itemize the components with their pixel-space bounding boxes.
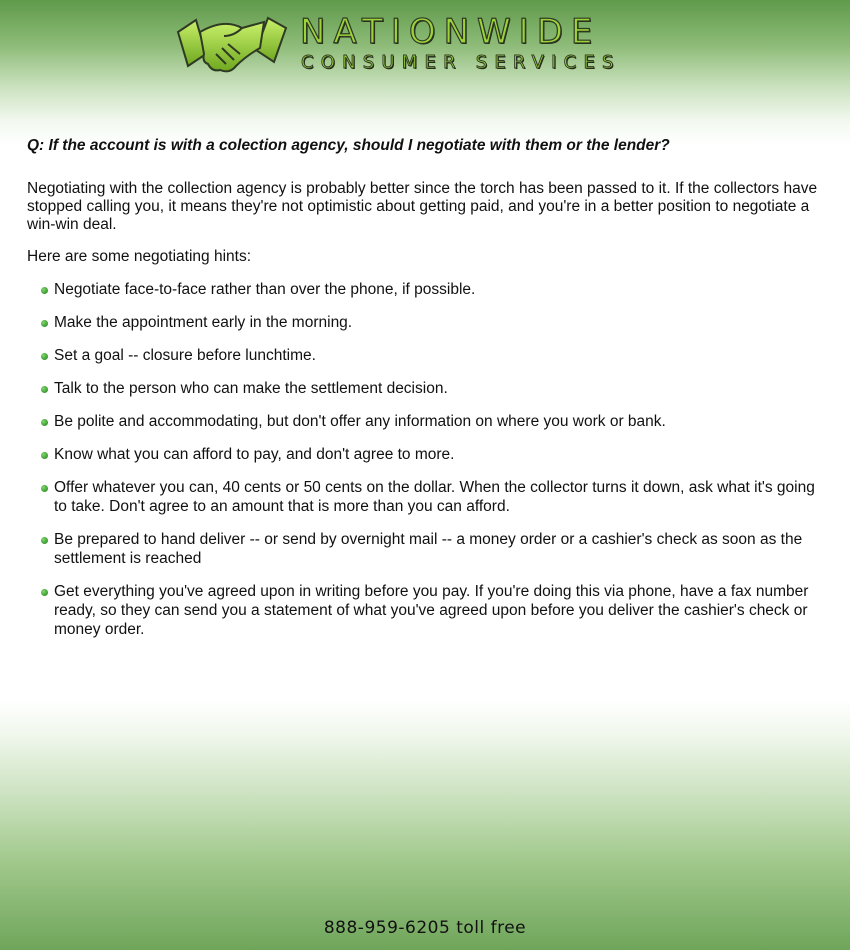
list-item — [40, 412, 822, 431]
faq-answer: Negotiating with the collection agency is probably better since the torch has been passed to it. If the collectors have stopped calling you, it means they're not optimistic about getting paid, and you're in a better position to negotiate a win-win deal. — [27, 180, 818, 233]
bullet-icon — [41, 386, 48, 393]
list-item — [40, 582, 822, 639]
hint-text: Make the appointment early in the morning. — [54, 314, 353, 331]
list-item — [40, 313, 822, 332]
hint-text: Set a goal -- closure before lunchtime. — [54, 347, 316, 364]
bullet-icon — [41, 320, 48, 327]
bullet-icon — [41, 419, 48, 426]
hint-text: Negotiate face-to-face rather than over the phone, if possible. — [54, 281, 476, 298]
list-item — [40, 280, 822, 299]
list-item — [40, 478, 822, 516]
hint-text: Be polite and accommodating, but don't offer any information on where you work or bank. — [54, 413, 666, 430]
logo-subtitle: CONSUMER SERVICES — [301, 52, 621, 73]
bullet-icon — [41, 485, 48, 492]
list-item — [40, 379, 822, 398]
main-content — [27, 136, 822, 653]
logo-title: NATIONWIDE — [300, 12, 601, 52]
handshake-icon — [176, 14, 288, 78]
faq-question: Q: If the account is with a colection agency, should I negotiate with them or the lender? — [27, 137, 670, 154]
hint-text: Be prepared to hand deliver -- or send by overnight mail -- a money order or a cashier's check as soon as the settlement is reached — [54, 531, 803, 567]
bullet-icon — [41, 537, 48, 544]
site-header — [0, 8, 850, 80]
hints-intro: Here are some negotiating hints: — [27, 248, 252, 265]
footer-phone: 888-959-6205 toll free — [323, 918, 527, 938]
bullet-icon — [41, 452, 48, 459]
hint-text: Get everything you've agreed upon in writing before you pay. If you're doing this via phone, have a fax number ready, so they can send you a statement of what you've agreed upon before you deliver the cashier's check or money order. — [54, 583, 809, 638]
list-item — [40, 445, 822, 464]
hints-list — [27, 280, 822, 639]
hint-text: Offer whatever you can, 40 cents or 50 cents on the dollar. When the collector turns it down, ask what it's going to take. Don't agree to an amount that is more than you can afford. — [54, 479, 815, 515]
bullet-icon — [41, 287, 48, 294]
hint-text: Talk to the person who can make the settlement decision. — [54, 380, 448, 397]
hint-text: Know what you can afford to pay, and don't agree to more. — [54, 446, 455, 463]
bullet-icon — [41, 589, 48, 596]
list-item — [40, 530, 822, 568]
bullet-icon — [41, 353, 48, 360]
list-item — [40, 346, 822, 365]
